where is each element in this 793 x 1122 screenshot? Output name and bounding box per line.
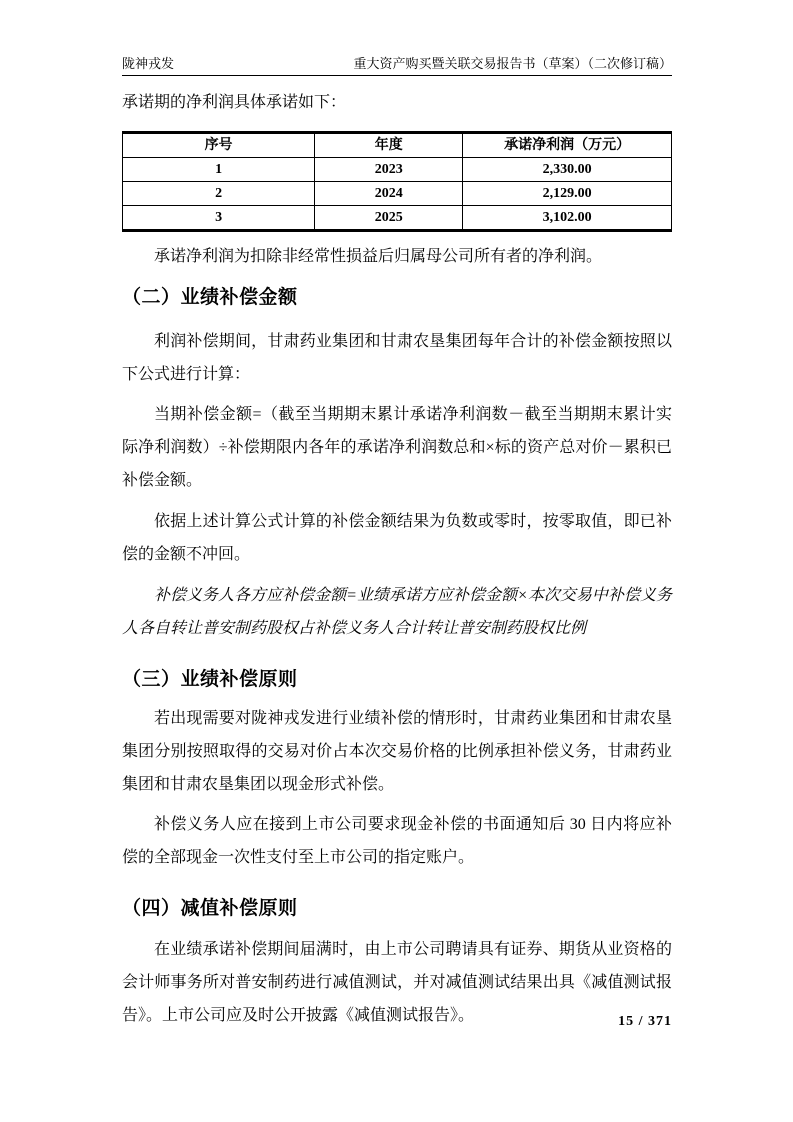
- document-body: [122, 75, 672, 1032]
- cell-index: 1: [123, 158, 315, 182]
- table-header-year: 年度: [315, 133, 463, 158]
- section-heading-3: （三）业绩补偿原则: [122, 669, 298, 690]
- section-heading-4: （四）减值补偿原则: [122, 898, 298, 919]
- page-header: [122, 53, 672, 76]
- cell-profit: 2,330.00: [463, 158, 672, 182]
- cell-profit: 2,129.00: [463, 182, 672, 206]
- table-row: [123, 158, 672, 182]
- cell-index: 2: [123, 182, 315, 206]
- cell-year: 2025: [315, 206, 463, 231]
- note-paragraph: 承诺净利润为扣除非经常性损益后归属母公司所有者的净利润。: [154, 248, 603, 265]
- formula-paragraph: 当期补偿金额=（截至当期期末累计承诺净利润数－截至当期期末累计实际净利润数）÷补偿期限内各年的承诺净利润数总和×标的资产总对价－累积已补偿金额。: [122, 406, 672, 489]
- paragraph: 若出现需要对陇神戎发进行业绩补偿的情形时，甘肃药业集团和甘肃农垦集团分别按照取得的交易对价占本次交易价格的比例承担补偿义务，甘肃药业集团和甘肃农垦集团以现金形式补偿。: [122, 710, 672, 793]
- page-number: 15 / 371: [618, 1014, 672, 1029]
- header-company-name: 陇神戎发: [122, 56, 175, 71]
- table-header-index: 序号: [123, 133, 315, 158]
- paragraph: 依据上述计算公式计算的补偿金额结果为负数或零时，按零取值，即已补偿的金额不冲回。: [122, 513, 672, 563]
- table-header-row: [123, 133, 672, 158]
- intro-paragraph: 承诺期的净利润具体承诺如下：: [122, 94, 347, 111]
- cell-year: 2023: [315, 158, 463, 182]
- profit-commitment-table: [122, 131, 672, 232]
- formula-paragraph-italic: 补偿义务人各方应补偿金额=业绩承诺方应补偿金额×本次交易中补偿义务人各自转让普安制药股权占补偿义务人合计转让普安制药股权比例: [122, 587, 672, 637]
- paragraph: 利润补偿期间，甘肃药业集团和甘肃农垦集团每年合计的补偿金额按照以下公式进行计算：: [122, 333, 672, 383]
- header-report-title: 重大资产购买暨关联交易报告书（草案）（二次修订稿）: [353, 56, 672, 71]
- cell-profit: 3,102.00: [463, 206, 672, 231]
- paragraph: 补偿义务人应在接到上市公司要求现金补偿的书面通知后 30 日内将应补偿的全部现金一次性支付至上市公司的指定账户。: [122, 816, 672, 866]
- cell-index: 3: [123, 206, 315, 231]
- table-row: [123, 206, 672, 231]
- page-footer: [618, 1014, 672, 1030]
- table-header-profit: 承诺净利润（万元）: [463, 133, 672, 158]
- cell-year: 2024: [315, 182, 463, 206]
- table-row: [123, 182, 672, 206]
- paragraph: 在业绩承诺补偿期间届满时，由上市公司聘请具有证券、期货从业资格的会计师事务所对普安制药进行减值测试，并对减值测试结果出具《减值测试报告》。上市公司应及时公开披露《减值测试报告》。: [122, 941, 672, 1024]
- section-heading-2: （二）业绩补偿金额: [122, 287, 298, 308]
